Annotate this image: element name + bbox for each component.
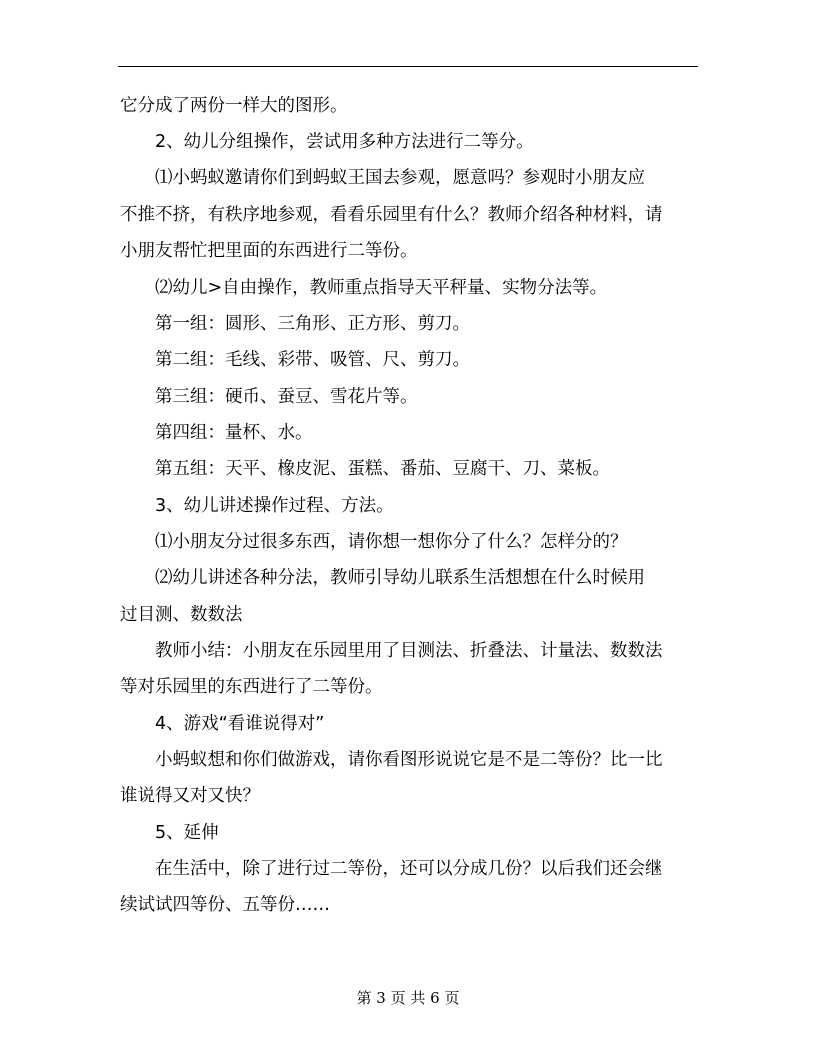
paragraph-line: 教师小结：小朋友在乐园里用了目测法、折叠法、计量法、数数法 [155, 641, 663, 661]
header-rule [118, 66, 698, 67]
paragraph-line: 小蚂蚁想和你们做游戏，请你看图形说说它是不是二等份？比一比 [155, 750, 663, 770]
paragraph-line: 4、游戏“看谁说得对” [155, 714, 325, 734]
paragraph-line: 续试试四等份、五等份…… [120, 895, 330, 915]
paragraph-line: 第四组：量杯、水。 [155, 423, 313, 443]
paragraph-line: 过目测、数数法 [120, 605, 243, 625]
paragraph-line: 第一组：圆形、三角形、正方形、剪刀。 [155, 314, 470, 334]
paragraph-line: 第二组：毛线、彩带、吸管、尺、剪刀。 [155, 350, 470, 370]
paragraph-line: 小朋友帮忙把里面的东西进行二等份。 [120, 241, 418, 261]
paragraph-line: 5、延伸 [155, 823, 219, 843]
page-number: 第 3 页 共 6 页 [356, 989, 460, 1007]
paragraph-line: 2、幼儿分组操作，尝试用多种方法进行二等分。 [155, 132, 534, 152]
paragraph-line: 等对乐园里的东西进行了二等份。 [120, 677, 383, 697]
paragraph-line: ⑴小蚂蚁邀请你们到蚂蚁王国去参观，愿意吗？参观时小朋友应 [155, 168, 645, 188]
paragraph-line: ⑴小朋友分过很多东西，请你想一想你分了什么？怎样分的？ [155, 532, 628, 552]
paragraph-line: 3、幼儿讲述操作过程、方法。 [155, 496, 394, 516]
paragraph-line: 不推不挤，有秩序地参观，看看乐园里有什么？教师介绍各种材料，请 [120, 205, 663, 225]
paragraph-line: ⑵幼儿讲述各种分法，教师引导幼儿联系生活想想在什么时候用 [155, 568, 645, 588]
paragraph-line: 在生活中，除了进行过二等份，还可以分成几份？以后我们还会继 [155, 859, 663, 879]
paragraph-line: 它分成了两份一样大的图形。 [120, 96, 348, 116]
paragraph-line: 第五组：天平、橡皮泥、蛋糕、番茄、豆腐干、刀、菜板。 [155, 459, 610, 479]
paragraph-line: ⑵幼儿>自由操作，教师重点指导天平秤量、实物分法等。 [155, 278, 608, 298]
paragraph-line: 第三组：硬币、蚕豆、雪花片等。 [155, 387, 418, 407]
paragraph-line: 谁说得又对又快？ [120, 786, 260, 806]
